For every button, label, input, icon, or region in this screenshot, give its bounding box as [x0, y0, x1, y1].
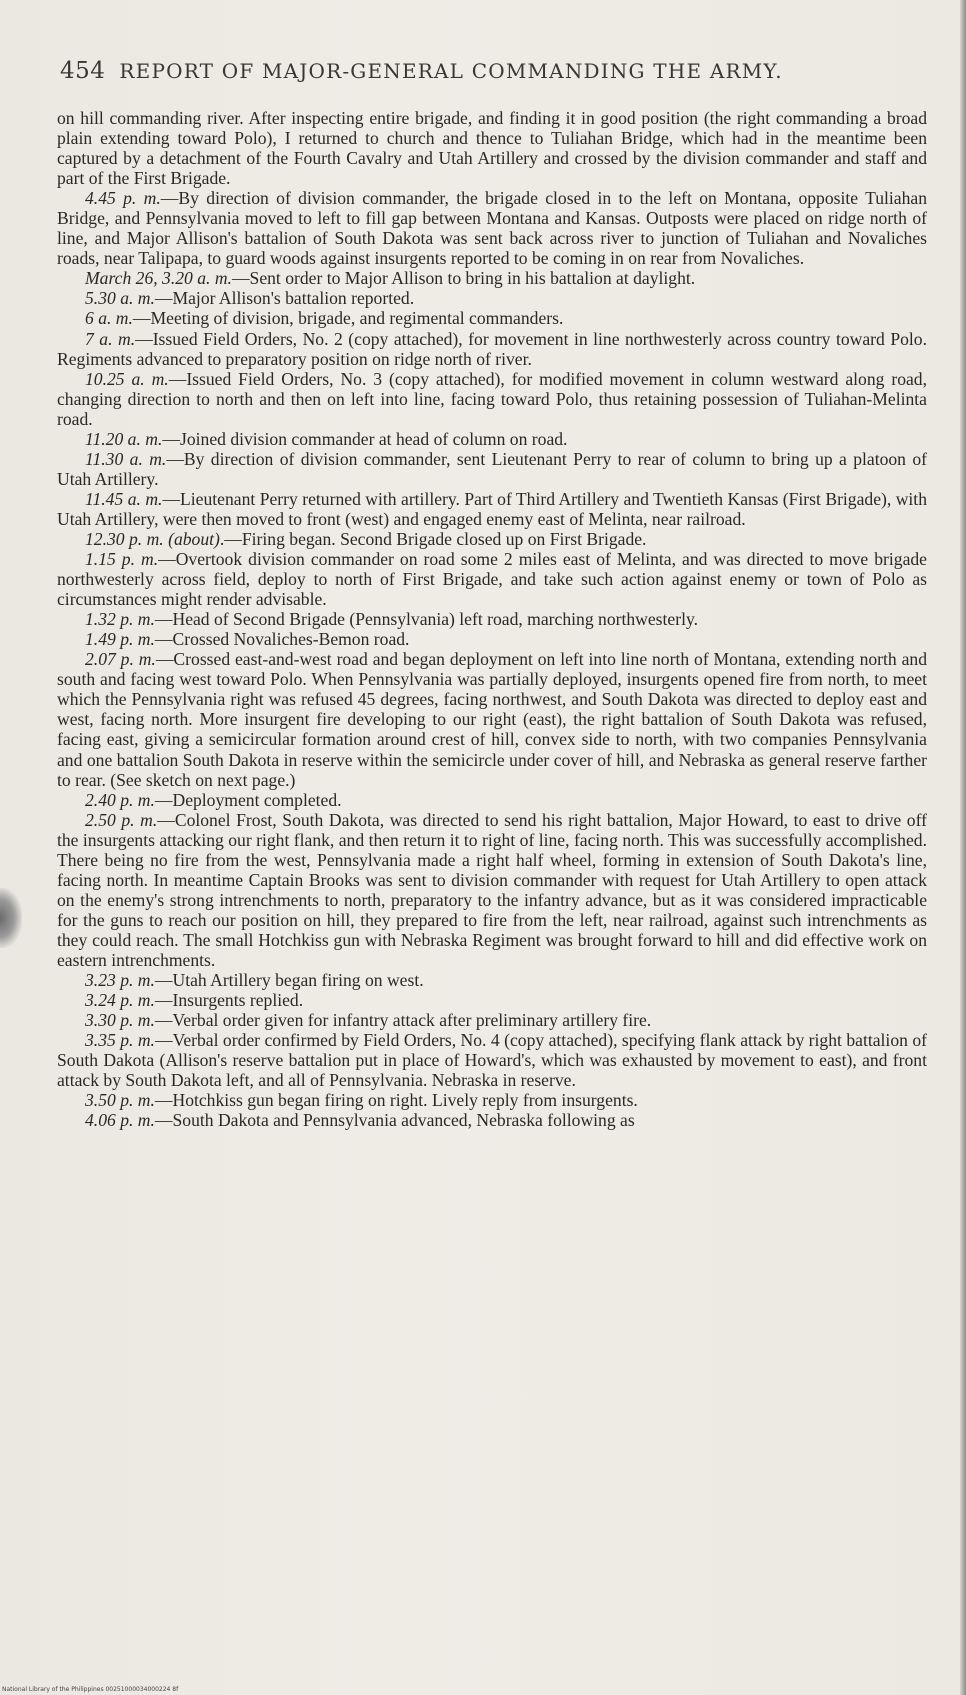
report-paragraph — [57, 529, 927, 549]
paragraph-text: —Colonel Frost, South Dakota, was directed to send his right battalion, Major Howard, to east to drive off the insurgents attacking our right flank, and then return it to right of line, facing north. This was successfully accomplished. There being no fire from the west, Pennsylvania made a right half wheel, forming in extension of South Dakota's line, facing north. In meantime Captain Brooks was sent to division commander with request for Utah Artillery to open attack on the enemy's strong intrenchments to north, preparatory to the infantry advance, but as it was considered impracticable for the guns to reach our position on hill, they prepared to fire from the left, near railroad, against such intrenchments as they could reach. The small Hotchkiss gun with Nebraska Regiment was brought forward to hill and did effective work on eastern intrenchments. — [57, 809, 927, 970]
paragraph-text: —By direction of division commander, sent Lieutenant Perry to rear of column to bring up a platoon of Utah Artillery. — [57, 448, 927, 489]
timestamp: 3.30 p. m. — [85, 1010, 155, 1031]
timestamp: 1.32 p. m. — [85, 609, 155, 630]
report-paragraph — [57, 188, 927, 268]
paragraph-text: —Verbal order given for infantry attack after preliminary artillery fire. — [154, 1010, 652, 1031]
paragraph-text: —Head of Second Brigade (Pennsylvania) left road, marching northwesterly. — [154, 609, 699, 630]
paragraph-text: —Lieutenant Perry returned with artillery. Part of Third Artillery and Twentieth Kansas (First Brigade), with Utah Artillery, were then moved to front (west) and engaged enemy east of Melinta, near railroad. — [57, 488, 927, 529]
report-paragraph — [57, 268, 927, 288]
timestamp: 10.25 a. m. — [85, 368, 169, 389]
timestamp: 3.35 p. m. — [85, 1030, 155, 1051]
timestamp: 3.23 p. m. — [85, 970, 155, 991]
timestamp: 6 a. m. — [85, 308, 133, 329]
report-paragraph — [57, 970, 927, 990]
paragraph-text: —Crossed east-and-west road and began deployment on left into line north of Montana, extending north and south and facing west toward Polo. When Pennsylvania was partially deployed, insurgents opened fire from north, to meet which the Pennsylvania right was refused 45 degrees, facing northwest, and South Dakota was directed to deploy east and west, facing north. More insurgent fire developing to our right (east), the right battalion of South Dakota was refused, facing east, giving a semicircular formation around crest of hill, convex side to north, with two companies Pennsylvania and one battalion South Dakota in reserve within the semicircle under cover of hill, and Nebraska as general reserve farther to rear. (See sketch on next page.) — [57, 649, 927, 790]
timestamp: 4.06 p. m. — [85, 1110, 155, 1131]
paragraph-text: —Issued Field Orders, No. 3 (copy attached), for modified movement in column westward along road, changing direction to north and then on left into line, facing toward Polo, thus retaining possession of Tuliahan-Melinta road. — [57, 368, 927, 429]
timestamp: 2.50 p. m. — [85, 809, 158, 830]
timestamp: 12.30 p. m. (about) — [85, 528, 220, 549]
report-paragraph — [57, 1110, 927, 1130]
report-paragraph — [57, 629, 927, 649]
timestamp: 2.40 p. m. — [85, 789, 155, 810]
timestamp: March 26, 3.20 a. m. — [85, 268, 232, 289]
report-paragraph — [57, 449, 927, 489]
report-body — [57, 108, 927, 1130]
paragraph-text: —Meeting of division, brigade, and regimental commanders. — [132, 308, 564, 329]
report-paragraph — [57, 649, 927, 789]
report-paragraph — [57, 329, 927, 369]
report-paragraph — [57, 790, 927, 810]
library-stamp: National Library of the Philippines 00251000034000224 8f — [2, 1686, 179, 1693]
timestamp: 11.20 a. m. — [85, 428, 163, 449]
page-header — [60, 58, 900, 84]
timestamp: 11.45 a. m. — [85, 488, 163, 509]
paragraph-text: —Crossed Novaliches-Bemon road. — [154, 629, 410, 650]
report-paragraph — [57, 1010, 927, 1030]
paragraph-text: .—Firing began. Second Brigade closed up on First Brigade. — [219, 528, 647, 549]
running-title: REPORT OF MAJOR-GENERAL COMMANDING THE ARMY. — [119, 59, 783, 83]
timestamp: 3.24 p. m. — [85, 990, 155, 1011]
report-paragraph — [57, 549, 927, 609]
paragraph-text: —Hotchkiss gun began firing on right. Lively reply from insurgents. — [154, 1090, 638, 1111]
page-number: 454 — [60, 58, 106, 84]
timestamp: 3.50 p. m. — [85, 1090, 155, 1111]
timestamp: 2.07 p. m. — [85, 649, 156, 670]
paragraph-text: —Major Allison's battalion reported. — [154, 288, 415, 309]
timestamp: 5.30 a. m. — [85, 288, 155, 309]
paragraph-text: —Deployment completed. — [154, 789, 342, 810]
timestamp: 1.15 p. m. — [85, 549, 159, 570]
report-paragraph — [57, 308, 927, 328]
report-paragraph — [57, 1090, 927, 1110]
report-paragraph — [57, 429, 927, 449]
paragraph-text: —Sent order to Major Allison to bring in his battalion at daylight. — [231, 268, 696, 289]
report-paragraph — [57, 1030, 927, 1090]
timestamp: 11.30 a. m. — [85, 448, 167, 469]
scan-artifact — [0, 888, 22, 948]
timestamp: 1.49 p. m. — [85, 629, 155, 650]
report-paragraph — [57, 489, 927, 529]
paragraph-text: —Verbal order confirmed by Field Orders, No. 4 (copy attached), specifying flank attack by right battalion of South Dakota (Allison's reserve battalion put in place of Howard's, which was exhausted by movement to east), and front attack by South Dakota left, and all of Pennsylvania. Nebraska in reserve. — [57, 1030, 928, 1091]
timestamp: 4.45 p. m. — [85, 188, 161, 209]
page-edge-shadow — [960, 0, 966, 1695]
paragraph-text: —Overtook division commander on road some 2 miles east of Melinta, and was directed to move brigade northwesterly across field, deploy to north of First Brigade, and take such action against enemy or town of Polo as circumstances might render advisable. — [57, 549, 927, 610]
report-paragraph — [57, 810, 927, 970]
report-paragraph — [57, 609, 927, 629]
timestamp: 7 a. m. — [85, 328, 136, 349]
paragraph-text: —Utah Artillery began firing on west. — [154, 970, 424, 991]
report-paragraph — [57, 288, 927, 308]
report-paragraph — [57, 990, 927, 1010]
paragraph-text: —Insurgents replied. — [154, 990, 304, 1011]
paragraph-text: —South Dakota and Pennsylvania advanced, Nebraska following as — [154, 1110, 635, 1131]
paragraph-text: —By direction of division commander, the brigade closed in to the left on Montana, opposite Tuliahan Bridge, and Pennsylvania moved to left to fill gap between Montana and Kansas. Outposts were placed on ridge north of line, and Major Allison's battalion of South Dakota was sent back across river to junction of Tuliahan and Novaliches roads, near Talipapa, to guard woods against insurgents reported to be coming in on rear from Novaliches. — [57, 188, 928, 269]
report-paragraph — [57, 369, 927, 429]
paragraph-text: on hill commanding river. After inspecting entire brigade, and finding it in good position (the right commanding a broad plain extending toward Polo), I returned to church and thence to Tuliahan Bridge, which had in the meantime been captured by a detachment of the Fourth Cavalry and Utah Artillery and crossed by the division commander and staff and part of the First Brigade. — [57, 108, 927, 189]
report-paragraph — [57, 108, 927, 188]
paragraph-text: —Joined division commander at head of column on road. — [162, 428, 568, 449]
paragraph-text: —Issued Field Orders, No. 2 (copy attached), for movement in line northwesterly across country toward Polo. Regiments advanced to preparatory position on ridge north of river. — [57, 328, 927, 369]
